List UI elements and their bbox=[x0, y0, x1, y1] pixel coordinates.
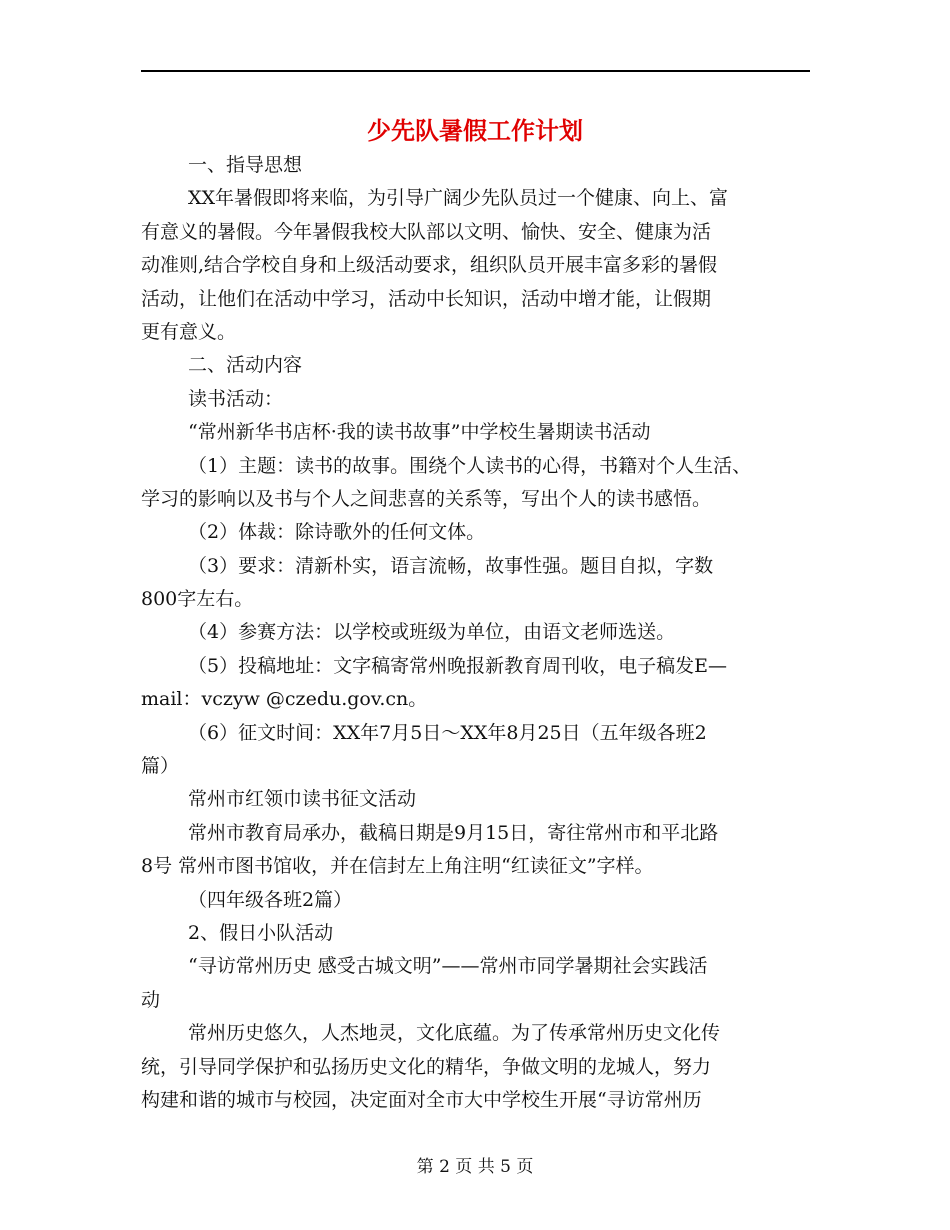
text-line: （3）要求：清新朴实，语言流畅，故事性强。题目自拟，字数 bbox=[188, 554, 714, 577]
text-line: 学习的影响以及书与个人之间悲喜的关系等，写出个人的读书感悟。 bbox=[141, 487, 712, 510]
text-line: 统，引导同学保护和弘扬历史文化的精华，争做文明的龙城人，努力 bbox=[141, 1055, 712, 1078]
header-rule bbox=[141, 70, 810, 72]
text-line: 8号 常州市图书馆收，并在信封左上角注明“红读征文”字样。 bbox=[141, 855, 654, 878]
text-line: “常州新华书店杯·我的读书故事”中学校生暑期读书活动 bbox=[188, 421, 651, 444]
text-line: 800字左右。 bbox=[141, 588, 254, 611]
section-heading: 二、活动内容 bbox=[188, 354, 303, 377]
text-line: （1）主题：读书的故事。围绕个人读书的心得，书籍对个人生活、 bbox=[188, 454, 752, 477]
text-line: 构建和谐的城市与校园，决定面对全市大中学校生开展“寻访常州历 bbox=[141, 1088, 702, 1111]
section-heading: 一、指导思想 bbox=[188, 154, 303, 176]
text-line: 常州历史悠久，人杰地灵，文化底蕴。为了传承常州历史文化传 bbox=[188, 1022, 721, 1045]
text-line: （四年级各班2篇） bbox=[188, 888, 353, 911]
document-body bbox=[141, 149, 810, 1117]
text-line: 动准则,结合学校自身和上级活动要求，组织队员开展丰富多彩的暑假 bbox=[141, 254, 718, 277]
text-line: 活动，让他们在活动中学习，活动中长知识，活动中增才能，让假期 bbox=[141, 287, 712, 310]
text-line: （2）体裁：除诗歌外的任何文体。 bbox=[188, 521, 486, 544]
text-line: 动 bbox=[141, 988, 161, 1011]
text-line: （5）投稿地址：文字稿寄常州晚报新教育周刊收，电子稿发E— bbox=[188, 654, 727, 677]
text-line: XX年暑假即将来临，为引导广阔少先队员过一个健康、向上、富 bbox=[188, 187, 729, 210]
section-heading: 2、假日小队活动 bbox=[188, 921, 334, 944]
text-line: 有意义的暑假。今年暑假我校大队部以文明、愉快、安全、健康为活 bbox=[141, 220, 712, 243]
text-line: “寻访常州历史 感受古城文明”——常州市同学暑期社会实践活 bbox=[188, 955, 708, 978]
text-line: 读书活动： bbox=[188, 387, 284, 410]
text-line: 常州市红领巾读书征文活动 bbox=[188, 788, 417, 811]
text-line: （4）参赛方法：以学校或班级为单位，由语文老师选送。 bbox=[188, 621, 676, 644]
text-line: 更有意义。 bbox=[141, 320, 237, 343]
page-footer: 第 2 页 共 5 页 bbox=[416, 1157, 534, 1177]
text-line: 常州市教育局承办，截稿日期是9月15日，寄往常州市和平北路 bbox=[188, 821, 719, 844]
text-line: mail：vczyw @czedu.gov.cn。 bbox=[141, 688, 428, 711]
text-line: （6）征文时间：XX年7月5日～XX年8月25日（五年级各班2 bbox=[188, 721, 707, 744]
text-line: 篇） bbox=[141, 755, 180, 778]
document-title: 少先队暑假工作计划 bbox=[367, 117, 583, 145]
